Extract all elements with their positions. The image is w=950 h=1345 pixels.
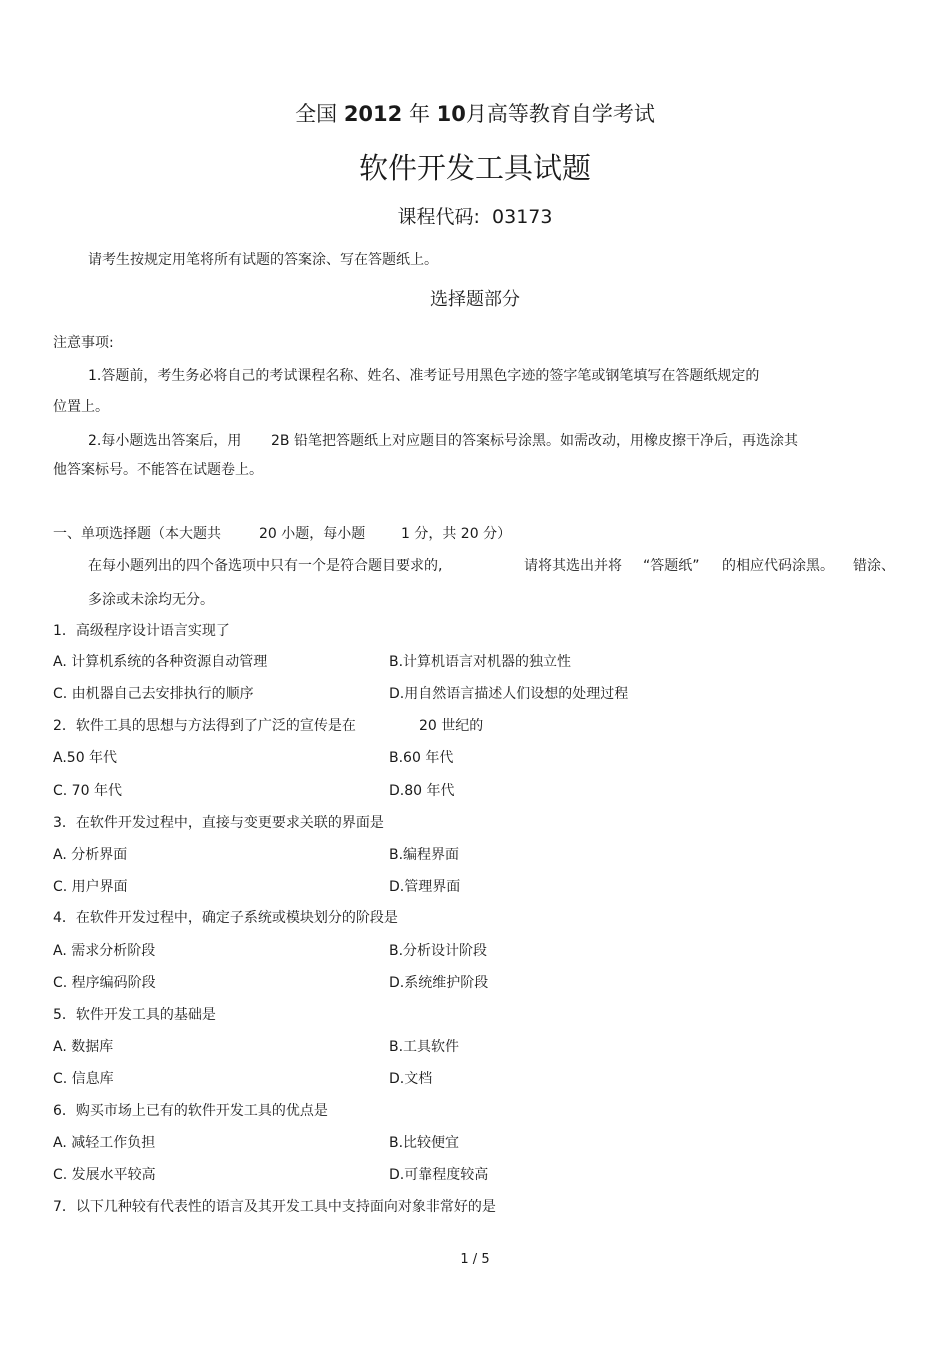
part1-desc-c: “答题纸” bbox=[643, 558, 700, 574]
q6-option-a: A. 减轻工作负担 bbox=[53, 1135, 156, 1151]
part1-desc-e: 错涂、 bbox=[853, 558, 895, 574]
q1-option-a: A. 计算机系统的各种资源自动管理 bbox=[53, 654, 268, 670]
note-1-line-2: 位置上。 bbox=[53, 399, 109, 415]
notes-heading: 注意事项: bbox=[53, 335, 114, 351]
q1-option-d: D.用自然语言描述人们设想的处理过程 bbox=[389, 686, 629, 702]
q3-option-d: D.管理界面 bbox=[389, 879, 461, 895]
section-title: 选择题部分 bbox=[430, 289, 520, 310]
q5-option-a: A. 数据库 bbox=[53, 1039, 114, 1055]
question-6: 6．购买市场上已有的软件开发工具的优点是 bbox=[53, 1103, 328, 1119]
question-1: 1．高级程序设计语言实现了 bbox=[53, 623, 230, 639]
q2-option-d: D.80 年代 bbox=[389, 783, 455, 799]
exam-month: 10 bbox=[436, 102, 466, 126]
part1-desc-line-2: 多涂或未涂均无分。 bbox=[88, 592, 214, 608]
part1-desc-a: 在每小题列出的四个备选项中只有一个是符合题目要求的, bbox=[88, 558, 443, 574]
question-5: 5．软件开发工具的基础是 bbox=[53, 1007, 216, 1023]
exam-year: 2012 bbox=[343, 102, 403, 126]
note-2-line-2: 他答案标号。不能答在试题卷上。 bbox=[53, 462, 263, 478]
q5-option-c: C. 信息库 bbox=[53, 1071, 114, 1087]
part1-desc-d: 的相应代码涂黑。 bbox=[722, 558, 834, 574]
exam-header-prefix: 全国 bbox=[295, 102, 338, 126]
q3-option-a: A. 分析界面 bbox=[53, 847, 128, 863]
q6-option-c: C. 发展水平较高 bbox=[53, 1167, 156, 1183]
general-instruction: 请考生按规定用笔将所有试题的答案涂、写在答题纸上。 bbox=[88, 252, 438, 268]
q6-option-b: B.比较便宜 bbox=[389, 1135, 460, 1151]
exam-title: 软件开发工具试题 bbox=[358, 151, 591, 185]
q4-option-c: C. 程序编码阶段 bbox=[53, 975, 156, 991]
q4-option-b: B.分析设计阶段 bbox=[389, 943, 488, 959]
note-1-line-1: 1.答题前，考生务必将自己的考试课程名称、姓名、准考证号用黑色字迹的签字笔或钢笔填写在答题纸规定的 bbox=[88, 368, 760, 384]
exam-year-suffix: 年 bbox=[408, 102, 430, 126]
exam-header-suffix: 月高等教育自学考试 bbox=[465, 102, 655, 126]
part1-heading-a: 一、单项选择题（本大题共 bbox=[53, 526, 221, 542]
q1-option-c: C. 由机器自己去安排执行的顺序 bbox=[53, 686, 254, 702]
note-2-part-a: 2.每小题选出答案后，用 bbox=[88, 433, 242, 449]
part1-heading-b: 20 小题，每小题 bbox=[259, 526, 366, 542]
q2-option-c: C. 70 年代 bbox=[53, 783, 122, 799]
page-number: 1 / 5 bbox=[460, 1252, 490, 1267]
q3-option-b: B.编程界面 bbox=[389, 847, 460, 863]
part1-heading-c: 1 分，共 20 分） bbox=[401, 526, 512, 542]
q2-option-b: B.60 年代 bbox=[389, 750, 454, 766]
course-code: 03173 bbox=[492, 206, 553, 228]
note-2-part-b: 2B 铅笔把答题纸上对应题目的答案标号涂黑。如需改动，用橡皮擦干净后，再选涂其 bbox=[271, 433, 798, 449]
q5-option-b: B.工具软件 bbox=[389, 1039, 460, 1055]
q1-option-b: B.计算机语言对机器的独立性 bbox=[389, 654, 572, 670]
q5-option-d: D.文档 bbox=[389, 1071, 433, 1087]
course-code-line bbox=[0, 202, 950, 229]
q4-option-a: A. 需求分析阶段 bbox=[53, 943, 156, 959]
q4-option-d: D.系统维护阶段 bbox=[389, 975, 489, 991]
q2-option-a: A.50 年代 bbox=[53, 750, 118, 766]
question-4: 4．在软件开发过程中，确定子系统或模块划分的阶段是 bbox=[53, 910, 398, 926]
question-7: 7．以下几种较有代表性的语言及其开发工具中支持面向对象非常好的是 bbox=[53, 1199, 496, 1215]
question-3: 3．在软件开发过程中，直接与变更要求关联的界面是 bbox=[53, 815, 384, 831]
question-2-suffix: 20 世纪的 bbox=[419, 718, 484, 734]
q3-option-c: C. 用户界面 bbox=[53, 879, 128, 895]
exam-header-line bbox=[0, 98, 950, 128]
question-2: 2．软件工具的思想与方法得到了广泛的宣传是在 bbox=[53, 718, 356, 734]
course-code-label: 课程代码: bbox=[397, 206, 480, 228]
q6-option-d: D.可靠程度较高 bbox=[389, 1167, 489, 1183]
part1-desc-b: 请将其选出并将 bbox=[524, 558, 622, 574]
